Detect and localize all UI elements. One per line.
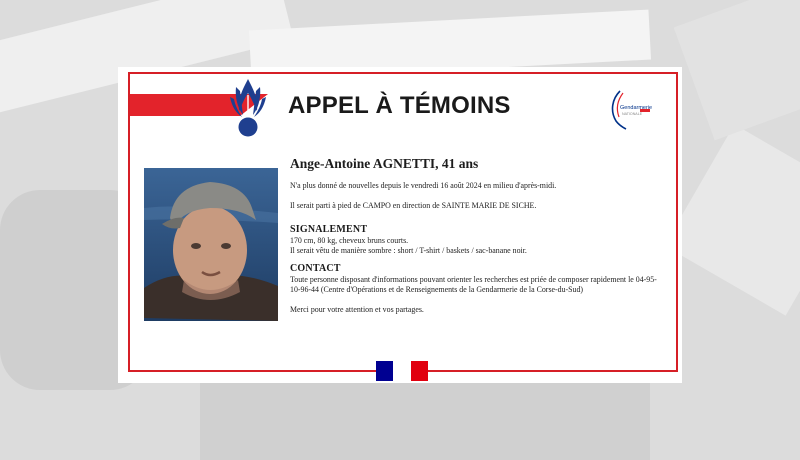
signalement-line: Il serait vêtu de manière sombre : short / T-shirt / baskets / sac-banane noir. bbox=[290, 246, 527, 255]
thanks-text: Merci pour votre attention et vos partages. bbox=[290, 305, 424, 314]
background-shape bbox=[674, 0, 800, 140]
poster-title: APPEL À TÉMOINS bbox=[288, 92, 511, 119]
logo-label: Gendarmerie bbox=[620, 105, 653, 111]
header-red-band bbox=[130, 94, 240, 116]
departure-text: Il serait parti à pied de CAMPO en direction de SAINTE MARIE DE SICHE. bbox=[290, 201, 537, 210]
person-photo bbox=[144, 168, 278, 321]
grenade-emblem-icon bbox=[226, 77, 270, 139]
background-shape bbox=[664, 124, 800, 315]
contact-text: Toute personne disposant d'informations pouvant orienter les recherches est priée de composer rapidement le 04-95-10-96-44 (Centre d'Opérations et de Renseignements de la Gendarmerie de la Corse-du-Sud) bbox=[290, 275, 657, 294]
logo-sublabel: NATIONALE bbox=[622, 112, 643, 116]
contact-heading: CONTACT bbox=[290, 263, 341, 274]
last-news-text: N'a plus donné de nouvelles depuis le vendredi 16 août 2024 en milieu d'après-midi. bbox=[290, 181, 557, 190]
signalement-heading: SIGNALEMENT bbox=[290, 224, 368, 235]
signalement-line: 170 cm, 80 kg, cheveux bruns courts. bbox=[290, 236, 409, 245]
background-shape bbox=[200, 380, 650, 460]
appeal-content bbox=[290, 155, 660, 315]
republique-francaise-flag-icon bbox=[376, 361, 428, 383]
person-heading: Ange-Antoine AGNETTI, 41 ans bbox=[290, 156, 479, 171]
appeal-poster bbox=[118, 67, 682, 383]
